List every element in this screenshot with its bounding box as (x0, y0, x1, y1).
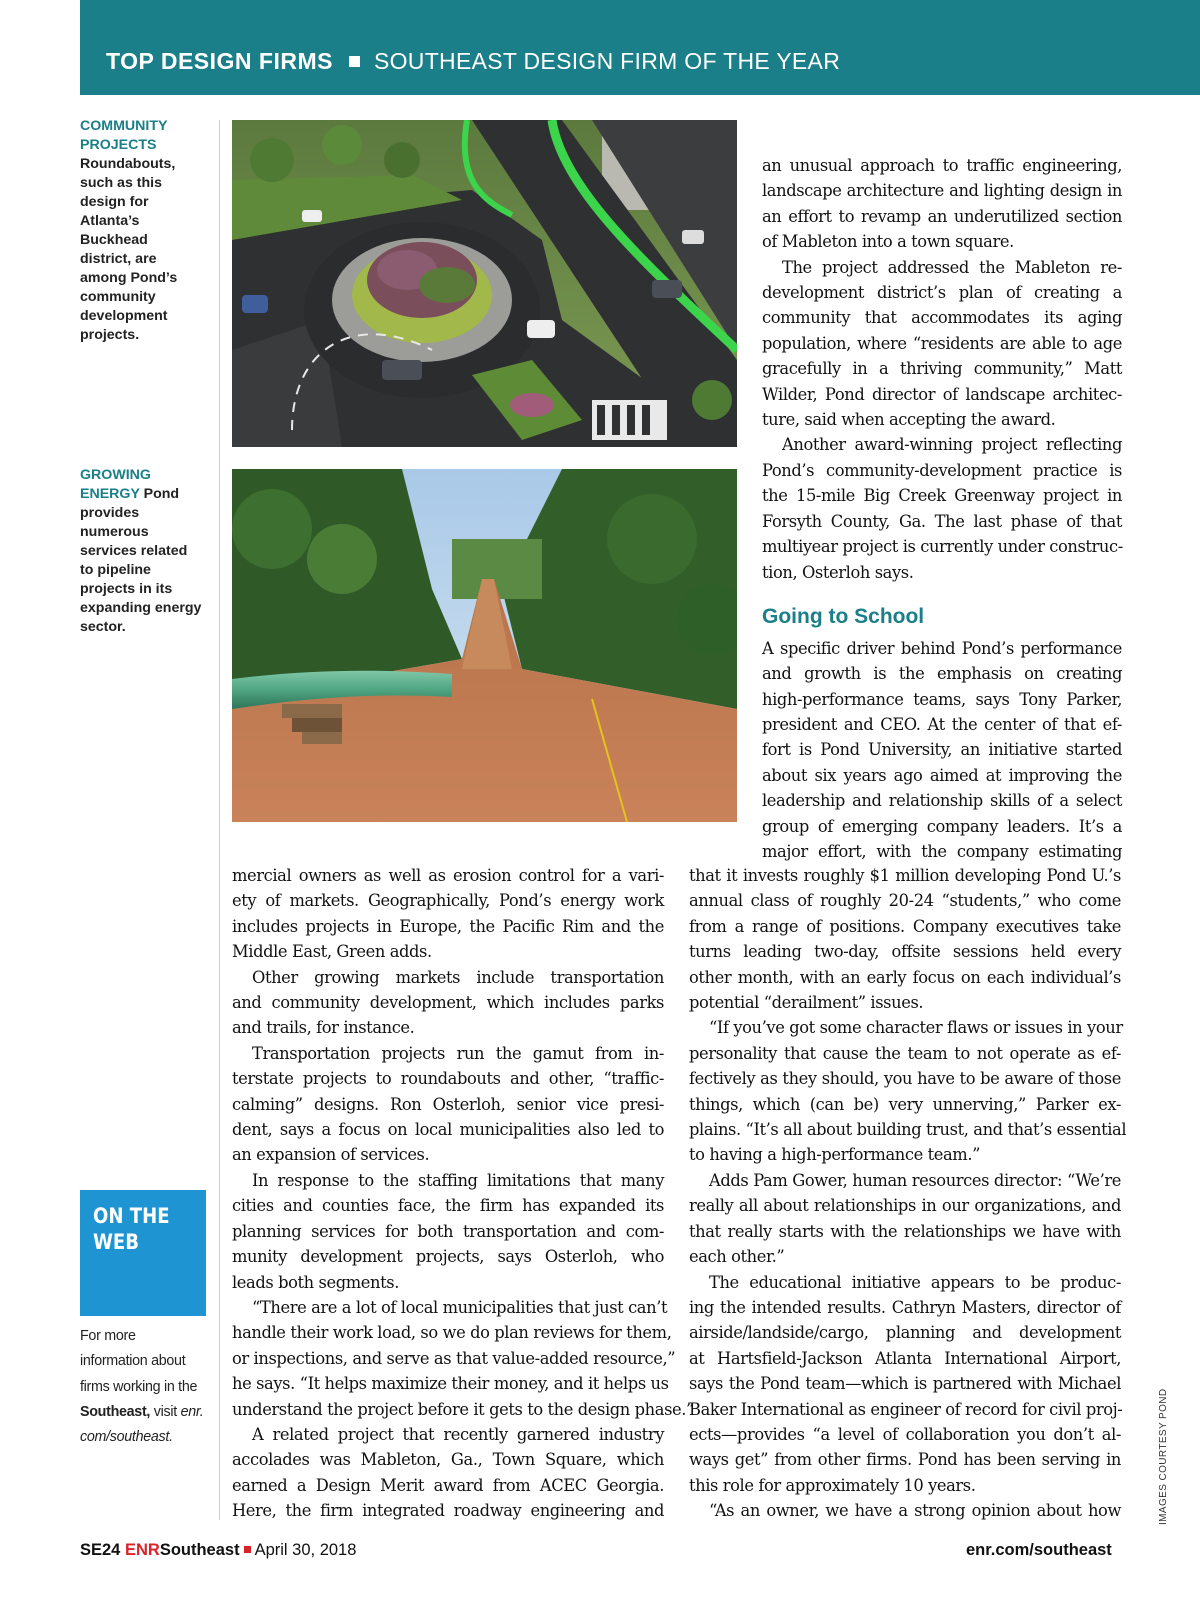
text-line: and community development, which includes parks (232, 993, 664, 1013)
text-line: high-performance teams, says Tony Parker, (762, 689, 1122, 709)
text-line: annual class of roughly 20-24 “students,” who come (689, 891, 1121, 911)
text-line: ture, said when accepting the award. (762, 410, 1056, 430)
text-line: In response to the staffing limitations that many (252, 1170, 664, 1190)
caption-community-projects (80, 117, 210, 345)
text-line: he says. “It helps maximize their money, and it helps us (232, 1374, 669, 1394)
text-line: Forsyth County, Ga. The last phase of that (762, 511, 1122, 531)
text-line: Middle East, Green adds. (232, 942, 432, 962)
text-line: fectively as they should, you have to be aware of those (689, 1069, 1121, 1089)
text-line: development district’s plan of creating a (762, 283, 1122, 303)
text-line: turns leading two-day, offsite sessions held every (689, 942, 1121, 962)
column-divider (219, 120, 220, 1520)
text-line: airside/landside/cargo, planning and development (689, 1323, 1121, 1343)
separator-square-icon (349, 56, 360, 67)
brand-southeast: Southeast (159, 1541, 240, 1559)
caption-body-line: such as this (80, 175, 163, 191)
pipeline-photo (232, 469, 737, 822)
caption-title-line: COMMUNITY (80, 118, 168, 134)
text-line: and trails, for instance. (232, 1018, 415, 1038)
caption-body-line: district, are (80, 251, 157, 267)
article-column-right-bottom (689, 863, 1127, 1524)
web-text-line: information about (80, 1353, 186, 1370)
on-the-web-box (80, 1190, 206, 1316)
text-line: handle their work load, so we do plan reviews for them, (232, 1323, 672, 1343)
text-line: other month, with an early focus on each individual’s (689, 967, 1121, 987)
text-line: Pond’s community-development practice is (762, 460, 1122, 480)
text-line: A related project that recently garnered industry (252, 1424, 664, 1444)
text-line: plains. “It’s all about building trust, and that’s essential (689, 1120, 1127, 1140)
caption-body-line: services related (80, 543, 188, 559)
caption-body-line: design for (80, 194, 149, 210)
text-line: population, where “residents are able to age (762, 333, 1122, 353)
caption-body-line: provides (80, 505, 140, 521)
section-title: TOP DESIGN FIRMS (106, 48, 333, 74)
text-line: “If you’ve got some character flaws or issues in your (709, 1018, 1123, 1038)
text-line: accolades was Mableton, Ga., Town Square, which (232, 1450, 664, 1470)
text-line: ects—provides “a level of collaboration you don’t al- (689, 1424, 1121, 1444)
text-line: an unusual approach to traffic engineering, (762, 156, 1122, 175)
brand-enr: ENR (124, 1541, 160, 1559)
caption-body-line: to pipeline (80, 562, 151, 578)
text-line: ways get” from other firms. Pond has been serving in (689, 1450, 1121, 1470)
web-title-line: ON THE (93, 1204, 170, 1228)
text-line: personality that cause the team to not operate as ef- (689, 1043, 1121, 1063)
web-bold-word: Southeast, (80, 1403, 151, 1420)
section-banner (80, 0, 1200, 95)
text-line: includes projects in Europe, the Pacific Rim and the (232, 916, 664, 936)
text-line: this role for approximately 10 years. (689, 1475, 976, 1495)
subhead-going-to-school: Going to School (762, 605, 925, 628)
web-visit-text: visit (150, 1403, 181, 1420)
text-line: or inspections, and serve as that value-added resource,” (232, 1348, 676, 1368)
text-line: an effort to revamp an underutilized section (762, 206, 1122, 226)
text-line: mercial owners as well as erosion control for a vari- (232, 866, 664, 885)
text-line: The project addressed the Mableton re- (782, 257, 1122, 277)
caption-body-line: Roundabouts, (80, 156, 176, 172)
text-line: Baker International as engineer of record for civil proj- (689, 1399, 1123, 1419)
text-line: really all about relationships in our organizations, and (689, 1196, 1121, 1216)
caption-body-line: Buckhead (80, 232, 148, 248)
text-line: earned a Design Merit award from ACEC Georgia. (232, 1475, 664, 1495)
caption-title-line (80, 485, 210, 504)
text-line: “There are a lot of local municipalities that just can’t (252, 1297, 668, 1317)
caption-title-word: ENERGY (80, 486, 140, 502)
text-line: Another award-winning project reflecting (782, 435, 1122, 455)
web-text-line: firms working in the (80, 1378, 198, 1395)
footer-folio (80, 1541, 356, 1560)
text-line: of Mableton into a town square. (762, 232, 1014, 252)
article-column-right-top (762, 153, 1122, 864)
web-link-part-b[interactable]: com/southeast. (80, 1429, 173, 1446)
caption-body-line: Atlanta’s (80, 213, 140, 229)
caption-body-line: numerous (80, 524, 149, 540)
on-the-web-title (93, 1203, 170, 1255)
text-line: leads both segments. (232, 1272, 399, 1292)
text-line: “As an owner, we have a strong opinion about how (709, 1501, 1121, 1521)
text-line: and growth is the emphasis on creating (762, 664, 1122, 684)
text-line: ing the intended results. Cathryn Masters, director of (689, 1297, 1121, 1317)
text-line: understand the project before it gets to the design phase.” (232, 1399, 694, 1419)
caption-body-line: projects. (80, 327, 140, 343)
web-text-line: For more (80, 1328, 136, 1344)
issue-date: April 30, 2018 (254, 1541, 357, 1559)
text-line: major effort, with the company estimating (762, 841, 1122, 861)
text-line: to having a high-performance team.” (689, 1145, 981, 1165)
text-line: community that accommodates its aging (762, 308, 1122, 328)
text-line: tion, Osterloh says. (762, 562, 914, 582)
caption-title-line: PROJECTS (80, 137, 157, 153)
text-line: dent, says a focus on local municipalities also led to (232, 1120, 664, 1140)
text-line: about six years ago aimed at improving the (762, 765, 1122, 785)
text-line: landscape architecture and lighting design in (762, 181, 1122, 201)
caption-body-line: community (80, 289, 156, 305)
roundabout-photo (232, 120, 737, 447)
caption-body-line: development (80, 308, 168, 324)
banner-heading (106, 48, 840, 75)
text-line: ety of markets. Geographically, Pond’s energy work (232, 891, 664, 911)
text-line: potential “derailment” issues. (689, 993, 924, 1013)
text-line: says the Pond team—which is partnered with Michael (689, 1374, 1121, 1394)
text-line: fort is Pond University, an initiative started (762, 740, 1122, 760)
text-line: president and CEO. At the center of that ef- (762, 714, 1122, 734)
on-the-web-text (80, 1324, 215, 1450)
caption-body-word: Pond (139, 486, 180, 502)
caption-title-line: GROWING (80, 467, 151, 483)
text-line: each other.” (689, 1247, 785, 1267)
article-column-middle (232, 863, 694, 1524)
text-line: cities and counties face, the firm has expanded its (232, 1196, 664, 1216)
text-line: group of emerging company leaders. It’s a (762, 816, 1122, 836)
text-line: A specific driver behind Pond’s performance (762, 638, 1122, 658)
footer-url[interactable]: enr.com/southeast (966, 1541, 1112, 1559)
text-line: that really starts with the relationships we have with (689, 1221, 1121, 1241)
text-line: from a range of positions. Company executives take (689, 916, 1121, 936)
caption-community-title (80, 117, 210, 155)
text-line: Other growing markets include transportation (252, 967, 664, 987)
text-line: munity development projects, says Osterloh, who (232, 1247, 664, 1267)
text-line: gracefully in a thriving community,” Matt (762, 359, 1122, 379)
photo-credit: IMAGES COURTESY POND (1158, 1388, 1169, 1525)
web-link-part-a[interactable]: enr. (180, 1403, 204, 1420)
text-line: The educational initiative appears to be produc- (709, 1272, 1121, 1292)
caption-growing-energy (80, 466, 210, 637)
text-line: Adds Pam Gower, human resources director: “We’re (709, 1170, 1121, 1190)
text-line: at Hartsfield-Jackson Atlanta International Airport, (689, 1348, 1121, 1368)
caption-body-line: sector. (80, 619, 126, 635)
text-line: an expansion of services. (232, 1145, 430, 1165)
caption-body-line: projects in its (80, 581, 173, 597)
web-title-line: WEB (93, 1230, 140, 1254)
caption-energy-text (80, 466, 210, 637)
caption-body-line: expanding energy (80, 600, 202, 616)
text-line: multiyear project is currently under construc- (762, 537, 1123, 557)
text-line: Transportation projects run the gamut from in- (252, 1043, 664, 1063)
text-line: things, which (can be) very unnerving,” Parker ex- (689, 1094, 1121, 1114)
text-line: that it invests roughly $1 million developing Pond U.’s (689, 866, 1121, 885)
caption-community-body (80, 155, 210, 345)
caption-body-line: among Pond’s (80, 270, 178, 286)
text-line: the 15-mile Big Creek Greenway project in (762, 486, 1122, 506)
subsection-title: SOUTHEAST DESIGN FIRM OF THE YEAR (373, 48, 841, 74)
text-line: Wilder, Pond director of landscape architec- (762, 384, 1122, 404)
page-number: SE24 (80, 1541, 121, 1559)
text-line: Here, the firm integrated roadway engineering and (232, 1501, 664, 1521)
text-line: leadership and relationship skills of a select (762, 791, 1122, 811)
text-line: calming” designs. Ron Osterloh, senior vice presi- (232, 1094, 664, 1114)
text-line: terstate projects to roundabouts and other, “traffic- (232, 1069, 664, 1089)
footer-square-icon (244, 1546, 251, 1553)
text-line: planning services for both transportation and com- (232, 1221, 664, 1241)
